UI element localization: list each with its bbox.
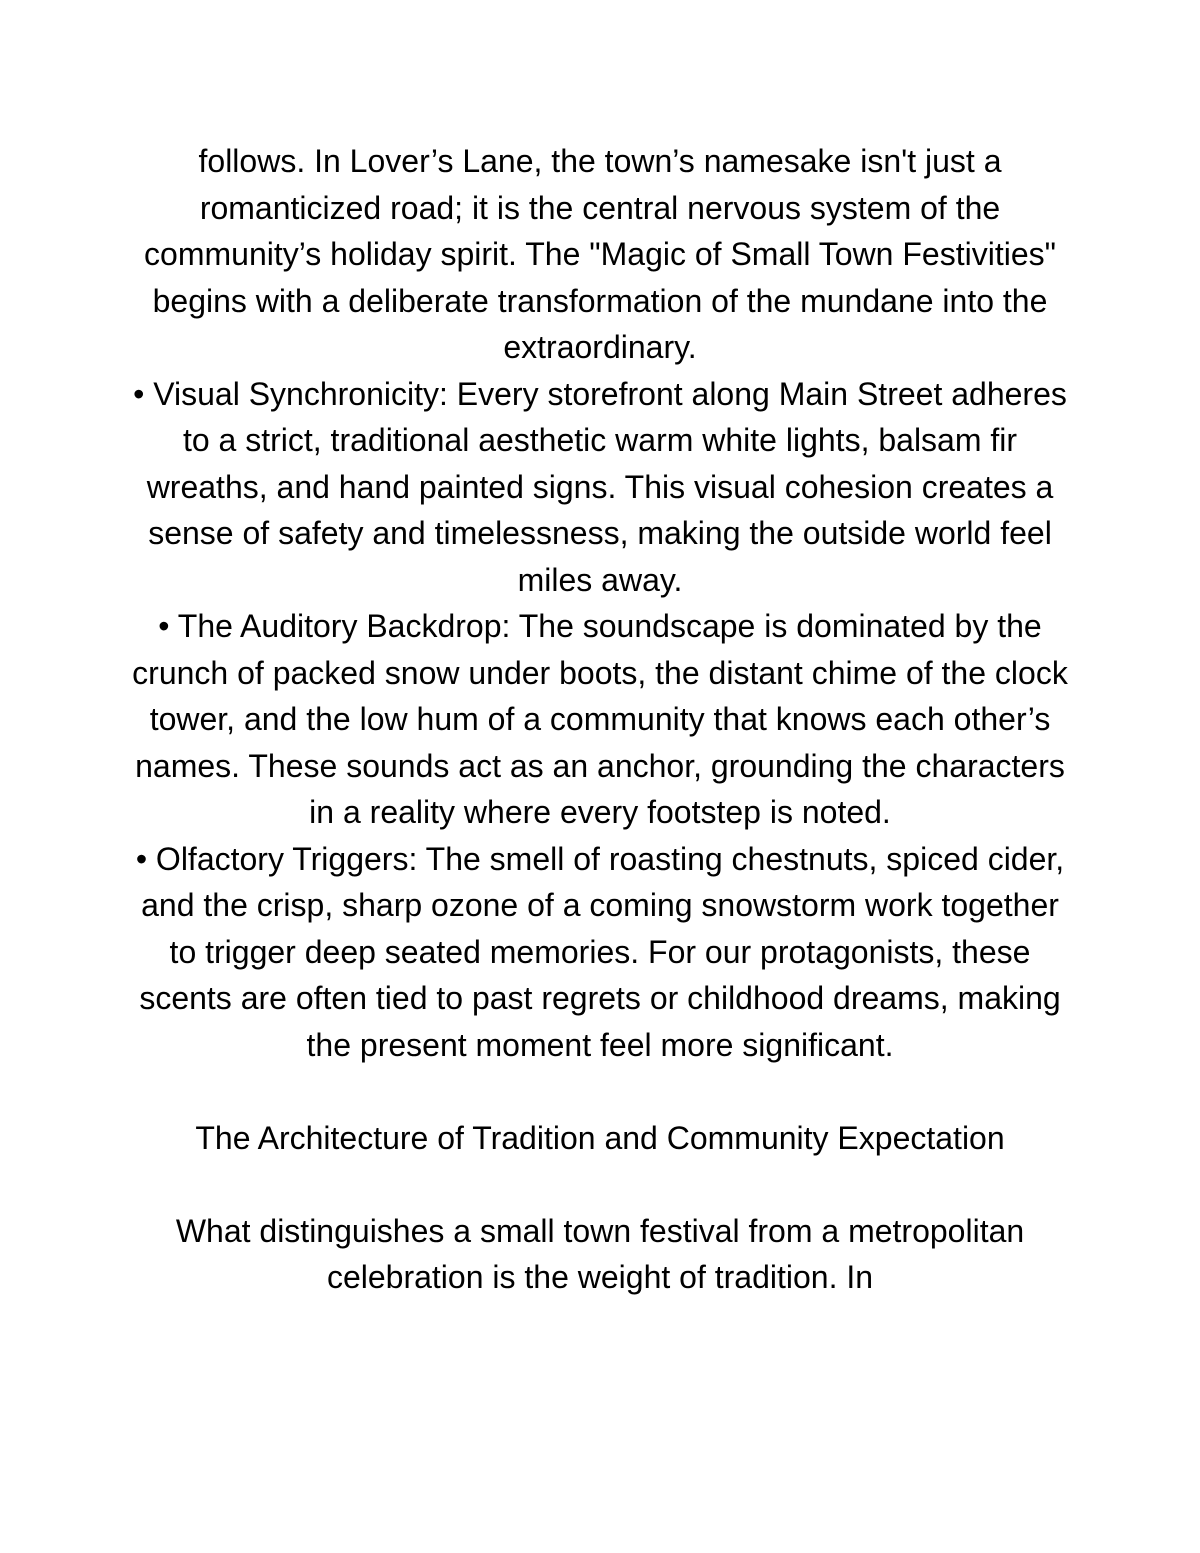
- intro-paragraph: follows. In Lover’s Lane, the town’s namesake isn't just a romanticized road; it is the central nervous system of the community’s holiday spirit. The "Magic of Small Town Festivities" begins with a deliberate transformation of the mundane into the extraordinary.: [144, 143, 1056, 365]
- blank-line: [130, 1068, 1070, 1115]
- bullet-item-olfactory-triggers: • Olfactory Triggers: The smell of roasting chestnuts, spiced cider, and the crisp, sharp ozone of a coming snowstorm work together to trigger deep seated memories. For our protagonists, these scents are often tied to past regrets or childhood dreams, making the present moment feel more significant.: [135, 840, 1065, 1063]
- bullet-item-auditory-backdrop: • The Auditory Backdrop: The soundscape is dominated by the crunch of packed snow under boots, the distant chime of the clock tower, and the low hum of a community that knows each other’s names. These sounds act as an anchor, grounding the characters in a reality where every footstep is noted.: [132, 608, 1068, 830]
- section-heading: The Architecture of Tradition and Community Expectation: [195, 1119, 1005, 1156]
- closing-paragraph: What distinguishes a small town festival from a metropolitan celebration is the weight of tradition. In: [175, 1212, 1025, 1295]
- bullet-list: [130, 371, 1070, 1069]
- bullet-item-visual-synchronicity: • Visual Synchronicity: Every storefront along Main Street adheres to a strict, traditional aesthetic warm white lights, balsam fir wreaths, and hand painted signs. This visual cohesion creates a sense of safety and timelessness, making the outside world feel miles away.: [133, 375, 1067, 598]
- blank-line: [130, 1161, 1070, 1208]
- page-content: [130, 138, 1070, 1301]
